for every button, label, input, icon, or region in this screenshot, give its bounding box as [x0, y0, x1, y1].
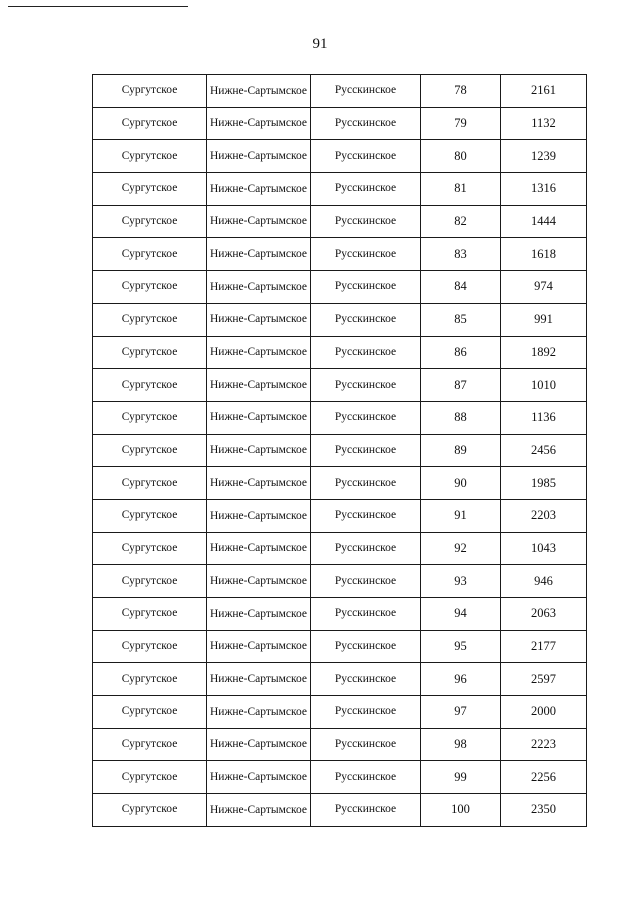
- area-cell: 1316: [501, 173, 587, 206]
- area-cell: 1132: [501, 107, 587, 140]
- locality-cell: Нижне-Сартымское: [207, 499, 311, 532]
- quarter-number-cell: 93: [421, 565, 501, 598]
- district-cell: Сургутское: [93, 598, 207, 631]
- district-cell: Сургутское: [93, 336, 207, 369]
- forestry-cell: Русскинское: [311, 173, 421, 206]
- forestry-cell: Русскинское: [311, 205, 421, 238]
- forestry-cell: Русскинское: [311, 728, 421, 761]
- table-row: [93, 663, 587, 696]
- locality-cell: Нижне-Сартымское: [207, 401, 311, 434]
- forestry-cell: Русскинское: [311, 107, 421, 140]
- locality-cell: Нижне-Сартымское: [207, 598, 311, 631]
- table-row: [93, 271, 587, 304]
- district-cell: Сургутское: [93, 565, 207, 598]
- area-cell: 1618: [501, 238, 587, 271]
- quarter-number-cell: 86: [421, 336, 501, 369]
- quarter-number-cell: 90: [421, 467, 501, 500]
- page-number: 91: [312, 36, 328, 52]
- table-row: [93, 630, 587, 663]
- district-cell: Сургутское: [93, 140, 207, 173]
- quarter-number-cell: 100: [421, 794, 501, 827]
- district-cell: Сургутское: [93, 728, 207, 761]
- district-cell: Сургутское: [93, 75, 207, 108]
- district-cell: Сургутское: [93, 467, 207, 500]
- table-row: [93, 728, 587, 761]
- locality-cell: Нижне-Сартымское: [207, 173, 311, 206]
- district-cell: Сургутское: [93, 205, 207, 238]
- top-rule: [8, 6, 188, 7]
- area-cell: 1136: [501, 401, 587, 434]
- area-cell: 1043: [501, 532, 587, 565]
- table-row: [93, 499, 587, 532]
- quarter-number-cell: 87: [421, 369, 501, 402]
- district-cell: Сургутское: [93, 663, 207, 696]
- locality-cell: Нижне-Сартымское: [207, 336, 311, 369]
- table-body: [93, 75, 587, 827]
- area-cell: 1985: [501, 467, 587, 500]
- district-cell: Сургутское: [93, 630, 207, 663]
- table-row: [93, 303, 587, 336]
- table-row: [93, 761, 587, 794]
- locality-cell: Нижне-Сартымское: [207, 238, 311, 271]
- quarter-number-cell: 99: [421, 761, 501, 794]
- table-row: [93, 336, 587, 369]
- district-cell: Сургутское: [93, 499, 207, 532]
- locality-cell: Нижне-Сартымское: [207, 107, 311, 140]
- locality-cell: Нижне-Сартымское: [207, 205, 311, 238]
- locality-cell: Нижне-Сартымское: [207, 761, 311, 794]
- area-cell: 991: [501, 303, 587, 336]
- locality-cell: Нижне-Сартымское: [207, 532, 311, 565]
- district-cell: Сургутское: [93, 238, 207, 271]
- area-cell: 2256: [501, 761, 587, 794]
- quarter-number-cell: 94: [421, 598, 501, 631]
- district-cell: Сургутское: [93, 401, 207, 434]
- locality-cell: Нижне-Сартымское: [207, 467, 311, 500]
- area-cell: 946: [501, 565, 587, 598]
- quarter-number-cell: 98: [421, 728, 501, 761]
- forestry-cell: Русскинское: [311, 401, 421, 434]
- quarter-number-cell: 97: [421, 696, 501, 729]
- area-cell: 2177: [501, 630, 587, 663]
- locality-cell: Нижне-Сартымское: [207, 663, 311, 696]
- forestry-cell: Русскинское: [311, 271, 421, 304]
- table-row: [93, 434, 587, 467]
- district-cell: Сургутское: [93, 696, 207, 729]
- table-row: [93, 401, 587, 434]
- quarter-number-cell: 82: [421, 205, 501, 238]
- district-cell: Сургутское: [93, 761, 207, 794]
- locality-cell: Нижне-Сартымское: [207, 369, 311, 402]
- forestry-cell: Русскинское: [311, 238, 421, 271]
- table-row: [93, 467, 587, 500]
- quarter-number-cell: 79: [421, 107, 501, 140]
- forestry-cell: Русскинское: [311, 369, 421, 402]
- forestry-cell: Русскинское: [311, 532, 421, 565]
- locality-cell: Нижне-Сартымское: [207, 434, 311, 467]
- district-cell: Сургутское: [93, 303, 207, 336]
- forestry-cell: Русскинское: [311, 761, 421, 794]
- forestry-cell: Русскинское: [311, 303, 421, 336]
- forest-quarters-table: [92, 74, 587, 827]
- area-cell: 2000: [501, 696, 587, 729]
- table-row: [93, 140, 587, 173]
- quarter-number-cell: 78: [421, 75, 501, 108]
- area-cell: 2223: [501, 728, 587, 761]
- quarter-number-cell: 95: [421, 630, 501, 663]
- quarter-number-cell: 80: [421, 140, 501, 173]
- forestry-cell: Русскинское: [311, 499, 421, 532]
- quarter-number-cell: 96: [421, 663, 501, 696]
- locality-cell: Нижне-Сартымское: [207, 75, 311, 108]
- area-cell: 1010: [501, 369, 587, 402]
- table-row: [93, 532, 587, 565]
- area-cell: 2063: [501, 598, 587, 631]
- table-row: [93, 205, 587, 238]
- table-row: [93, 238, 587, 271]
- forestry-cell: Русскинское: [311, 140, 421, 173]
- locality-cell: Нижне-Сартымское: [207, 630, 311, 663]
- locality-cell: Нижне-Сартымское: [207, 696, 311, 729]
- table-row: [93, 696, 587, 729]
- table-row: [93, 794, 587, 827]
- area-cell: 974: [501, 271, 587, 304]
- table-row: [93, 107, 587, 140]
- locality-cell: Нижне-Сартымское: [207, 794, 311, 827]
- quarter-number-cell: 81: [421, 173, 501, 206]
- table-row: [93, 598, 587, 631]
- forestry-cell: Русскинское: [311, 467, 421, 500]
- quarter-number-cell: 92: [421, 532, 501, 565]
- district-cell: Сургутское: [93, 434, 207, 467]
- quarter-number-cell: 89: [421, 434, 501, 467]
- district-cell: Сургутское: [93, 107, 207, 140]
- locality-cell: Нижне-Сартымское: [207, 140, 311, 173]
- forestry-cell: Русскинское: [311, 75, 421, 108]
- forestry-cell: Русскинское: [311, 696, 421, 729]
- area-cell: 1892: [501, 336, 587, 369]
- table-row: [93, 75, 587, 108]
- area-cell: 2456: [501, 434, 587, 467]
- district-cell: Сургутское: [93, 271, 207, 304]
- area-cell: 2597: [501, 663, 587, 696]
- quarter-number-cell: 83: [421, 238, 501, 271]
- area-cell: 1239: [501, 140, 587, 173]
- district-cell: Сургутское: [93, 794, 207, 827]
- locality-cell: Нижне-Сартымское: [207, 565, 311, 598]
- area-cell: 1444: [501, 205, 587, 238]
- quarter-number-cell: 84: [421, 271, 501, 304]
- forestry-cell: Русскинское: [311, 794, 421, 827]
- forestry-cell: Русскинское: [311, 336, 421, 369]
- locality-cell: Нижне-Сартымское: [207, 271, 311, 304]
- forestry-cell: Русскинское: [311, 630, 421, 663]
- table-row: [93, 369, 587, 402]
- district-cell: Сургутское: [93, 532, 207, 565]
- district-cell: Сургутское: [93, 173, 207, 206]
- forestry-cell: Русскинское: [311, 663, 421, 696]
- locality-cell: Нижне-Сартымское: [207, 303, 311, 336]
- forestry-cell: Русскинское: [311, 565, 421, 598]
- forestry-cell: Русскинское: [311, 434, 421, 467]
- area-cell: 2161: [501, 75, 587, 108]
- quarter-number-cell: 88: [421, 401, 501, 434]
- table-row: [93, 173, 587, 206]
- locality-cell: Нижне-Сартымское: [207, 728, 311, 761]
- forestry-cell: Русскинское: [311, 598, 421, 631]
- quarter-number-cell: 91: [421, 499, 501, 532]
- area-cell: 2203: [501, 499, 587, 532]
- area-cell: 2350: [501, 794, 587, 827]
- district-cell: Сургутское: [93, 369, 207, 402]
- quarter-number-cell: 85: [421, 303, 501, 336]
- table-row: [93, 565, 587, 598]
